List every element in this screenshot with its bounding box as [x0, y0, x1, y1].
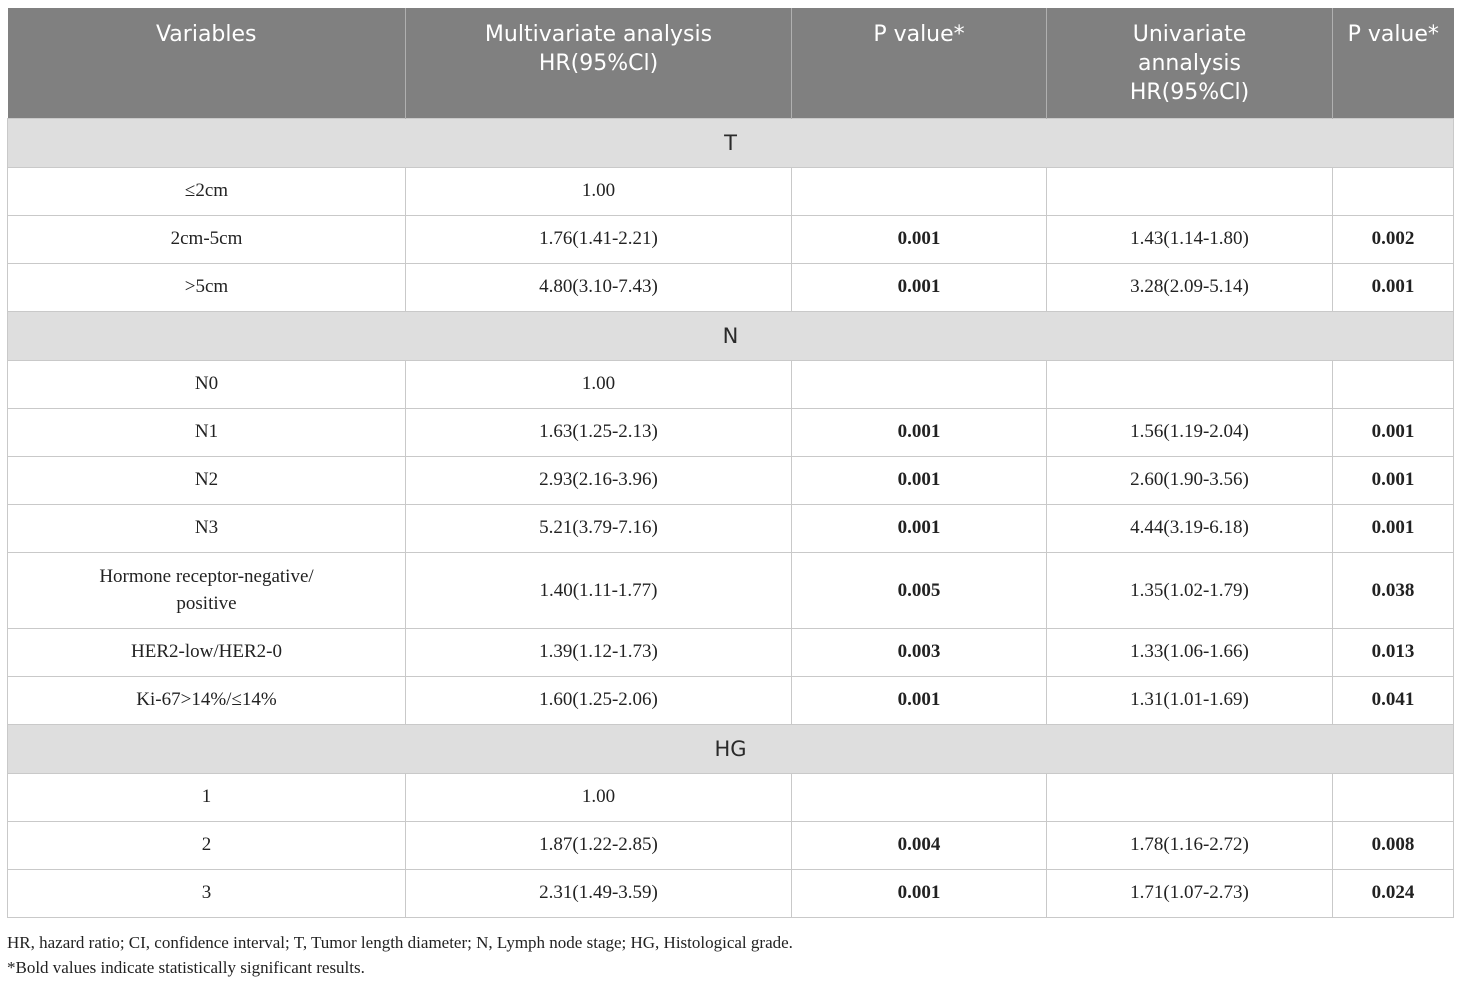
table-row [8, 869, 1454, 917]
cell-p-uni: 0.001 [1333, 263, 1454, 311]
group-row-hg [8, 724, 1454, 773]
col-p-value-univariate: P value* [1333, 8, 1454, 118]
cell-multi-hr: 5.21(3.79-7.16) [406, 504, 792, 552]
cell-p-multi: 0.001 [792, 504, 1047, 552]
table-row [8, 456, 1454, 504]
cell-p-uni: 0.002 [1333, 215, 1454, 263]
cell-uni-hr: 1.31(1.01-1.69) [1047, 676, 1333, 724]
cell-multi-hr: 4.80(3.10-7.43) [406, 263, 792, 311]
table-row [8, 215, 1454, 263]
cell-p-uni: 0.001 [1333, 504, 1454, 552]
cell-multi-hr: 1.00 [406, 360, 792, 408]
table-row [8, 504, 1454, 552]
cell-variable: 3 [8, 869, 406, 917]
table-row [8, 552, 1454, 628]
col-variables: Variables [8, 8, 406, 118]
cell-variable: 2 [8, 821, 406, 869]
cell-uni-hr: 1.78(1.16-2.72) [1047, 821, 1333, 869]
cell-variable: 1 [8, 773, 406, 821]
col-p-value-multivariate: P value* [792, 8, 1047, 118]
cell-p-multi: 0.001 [792, 676, 1047, 724]
header-row [8, 8, 1454, 118]
cell-p-multi: 0.001 [792, 215, 1047, 263]
cell-multi-hr: 1.76(1.41-2.21) [406, 215, 792, 263]
cell-p-uni [1333, 360, 1454, 408]
group-row-t [8, 118, 1454, 167]
table-row [8, 167, 1454, 215]
cell-uni-hr: 1.56(1.19-2.04) [1047, 408, 1333, 456]
cell-variable: N0 [8, 360, 406, 408]
cell-variable: Hormone receptor-negative/ positive [8, 552, 406, 628]
cell-multi-hr: 1.60(1.25-2.06) [406, 676, 792, 724]
cell-p-multi [792, 773, 1047, 821]
cell-p-multi [792, 360, 1047, 408]
group-label: HG [8, 724, 1454, 773]
cell-uni-hr: 1.43(1.14-1.80) [1047, 215, 1333, 263]
cell-multi-hr: 2.31(1.49-3.59) [406, 869, 792, 917]
cell-p-multi [792, 167, 1047, 215]
cell-p-multi: 0.001 [792, 869, 1047, 917]
cell-variable: N2 [8, 456, 406, 504]
cell-p-multi: 0.003 [792, 628, 1047, 676]
cell-multi-hr: 1.00 [406, 773, 792, 821]
cell-multi-hr: 2.93(2.16-3.96) [406, 456, 792, 504]
cell-uni-hr [1047, 773, 1333, 821]
cell-variable: HER2-low/HER2-0 [8, 628, 406, 676]
table-row [8, 821, 1454, 869]
cell-p-uni [1333, 167, 1454, 215]
cell-uni-hr: 1.35(1.02-1.79) [1047, 552, 1333, 628]
table-row [8, 360, 1454, 408]
group-label: N [8, 311, 1454, 360]
table-row [8, 263, 1454, 311]
col-univariate: Univariate annalysis HR(95%Cl) [1047, 8, 1333, 118]
group-label: T [8, 118, 1454, 167]
cell-p-uni [1333, 773, 1454, 821]
cell-p-uni: 0.013 [1333, 628, 1454, 676]
cell-p-multi: 0.004 [792, 821, 1047, 869]
cell-p-multi: 0.001 [792, 456, 1047, 504]
cell-multi-hr: 1.87(1.22-2.85) [406, 821, 792, 869]
cell-p-multi: 0.001 [792, 408, 1047, 456]
table-row [8, 408, 1454, 456]
cell-uni-hr [1047, 360, 1333, 408]
cell-uni-hr [1047, 167, 1333, 215]
cell-variable: Ki-67>14%/≤14% [8, 676, 406, 724]
table-row [8, 773, 1454, 821]
footnote-significance: *Bold values indicate statistically significant results. [7, 958, 365, 977]
cell-multi-hr: 1.00 [406, 167, 792, 215]
cell-p-uni: 0.001 [1333, 408, 1454, 456]
cell-uni-hr: 2.60(1.90-3.56) [1047, 456, 1333, 504]
table-footnotes [7, 930, 793, 980]
cell-multi-hr: 1.40(1.11-1.77) [406, 552, 792, 628]
footnote-abbreviations: HR, hazard ratio; CI, confidence interval; T, Tumor length diameter; N, Lymph node stage; HG, Histological grade. [7, 933, 793, 952]
cell-p-uni: 0.008 [1333, 821, 1454, 869]
cell-variable: N1 [8, 408, 406, 456]
table-row [8, 676, 1454, 724]
results-table [7, 8, 1454, 918]
cell-p-multi: 0.001 [792, 263, 1047, 311]
cell-p-multi: 0.005 [792, 552, 1047, 628]
table-row [8, 628, 1454, 676]
cell-uni-hr: 4.44(3.19-6.18) [1047, 504, 1333, 552]
cell-multi-hr: 1.63(1.25-2.13) [406, 408, 792, 456]
cell-p-uni: 0.041 [1333, 676, 1454, 724]
cell-uni-hr: 1.33(1.06-1.66) [1047, 628, 1333, 676]
col-multivariate: Multivariate analysis HR(95%Cl) [406, 8, 792, 118]
cell-variable: N3 [8, 504, 406, 552]
cell-p-uni: 0.038 [1333, 552, 1454, 628]
cell-p-uni: 0.001 [1333, 456, 1454, 504]
cell-uni-hr: 3.28(2.09-5.14) [1047, 263, 1333, 311]
cell-p-uni: 0.024 [1333, 869, 1454, 917]
cell-multi-hr: 1.39(1.12-1.73) [406, 628, 792, 676]
cell-uni-hr: 1.71(1.07-2.73) [1047, 869, 1333, 917]
cell-variable: >5cm [8, 263, 406, 311]
cell-variable: ≤2cm [8, 167, 406, 215]
cell-variable: 2cm-5cm [8, 215, 406, 263]
group-row-n [8, 311, 1454, 360]
